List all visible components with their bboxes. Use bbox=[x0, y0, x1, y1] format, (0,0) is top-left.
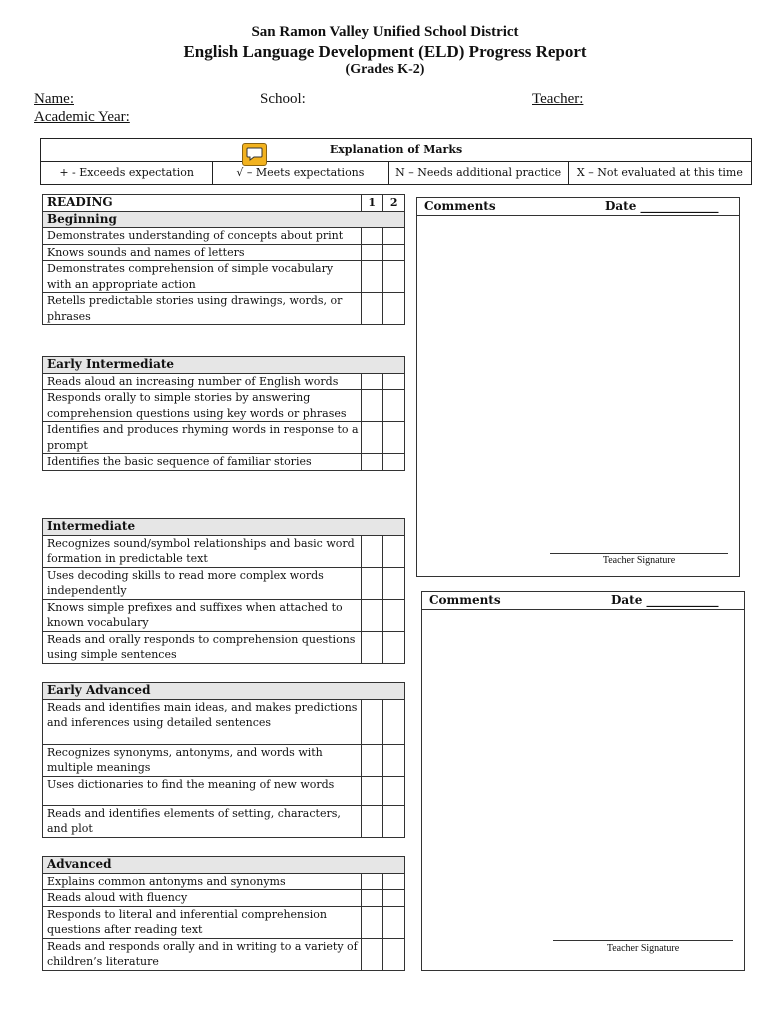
mark-cell-2[interactable] bbox=[383, 599, 405, 631]
skill-text: Reads and identifies elements of setting, characters, and plot bbox=[43, 805, 362, 837]
mark-cell-2[interactable] bbox=[383, 873, 405, 890]
skill-text: Knows sounds and names of letters bbox=[43, 244, 362, 261]
mark-cell-1[interactable] bbox=[361, 373, 383, 390]
report-title: English Language Development (ELD) Progress Report bbox=[183, 42, 587, 61]
section-title: Advanced bbox=[43, 857, 405, 874]
table-row bbox=[43, 261, 405, 293]
mark-needs-practice: N – Needs additional practice bbox=[389, 162, 569, 184]
table-row bbox=[43, 535, 405, 567]
district-title: San Ramon Valley Unified School District bbox=[251, 24, 519, 40]
skill-text: Demonstrates understanding of concepts about print bbox=[43, 228, 362, 245]
skill-text: Demonstrates comprehension of simple vocabulary with an appropriate action bbox=[43, 261, 362, 293]
mark-cell-1[interactable] bbox=[361, 699, 383, 744]
table-row bbox=[43, 890, 405, 907]
mark-cell-1[interactable] bbox=[361, 890, 383, 907]
skill-text: Explains common antonyms and synonyms bbox=[43, 873, 362, 890]
skill-text: Reads and responds orally and in writing to a variety of children’s literature bbox=[43, 938, 362, 970]
mark-cell-2[interactable] bbox=[383, 938, 405, 970]
reading-intermediate-table bbox=[42, 518, 405, 664]
table-row bbox=[43, 244, 405, 261]
mark-cell-1[interactable] bbox=[361, 873, 383, 890]
reading-advanced-table bbox=[42, 856, 405, 971]
marks-title: Explanation of Marks bbox=[41, 139, 751, 162]
section-title: Early Intermediate bbox=[43, 357, 405, 374]
mark-exceeds: + - Exceeds expectation bbox=[41, 162, 213, 184]
mark-cell-2[interactable] bbox=[383, 906, 405, 938]
comments-label: Comments bbox=[429, 593, 501, 607]
mark-cell-1[interactable] bbox=[361, 244, 383, 261]
comments-box-2[interactable] bbox=[421, 591, 745, 971]
table-row bbox=[43, 776, 405, 805]
table-row bbox=[43, 373, 405, 390]
skill-text: Reads aloud an increasing number of English words bbox=[43, 373, 362, 390]
mark-meets: √ – Meets expectations bbox=[213, 162, 388, 184]
mark-cell-2[interactable] bbox=[383, 373, 405, 390]
mark-cell-2[interactable] bbox=[383, 422, 405, 454]
skill-text: Recognizes sound/symbol relationships and basic word formation in predictable text bbox=[43, 535, 362, 567]
mark-cell-2[interactable] bbox=[383, 805, 405, 837]
section-title: Early Advanced bbox=[43, 683, 405, 700]
mark-cell-2[interactable] bbox=[383, 776, 405, 805]
mark-cell-2[interactable] bbox=[383, 631, 405, 663]
skill-text: Reads aloud with fluency bbox=[43, 890, 362, 907]
table-row bbox=[43, 567, 405, 599]
comment-icon[interactable] bbox=[242, 143, 267, 166]
mark-cell-2[interactable] bbox=[383, 699, 405, 744]
grades-subtitle: (Grades K-2) bbox=[345, 62, 425, 77]
col-2-header: 2 bbox=[383, 195, 405, 212]
teacher-signature-label: Teacher Signature bbox=[602, 555, 676, 566]
reading-title: READING bbox=[43, 195, 362, 212]
skill-text: Responds orally to simple stories by answering comprehension questions using key words or phrases bbox=[43, 390, 362, 422]
table-row bbox=[43, 390, 405, 422]
skill-text: Uses decoding skills to read more complex words independently bbox=[43, 567, 362, 599]
reading-beginning-table bbox=[42, 194, 405, 325]
table-row bbox=[43, 699, 405, 744]
mark-cell-2[interactable] bbox=[383, 567, 405, 599]
mark-cell-1[interactable] bbox=[361, 422, 383, 454]
table-row bbox=[43, 873, 405, 890]
mark-cell-2[interactable] bbox=[383, 744, 405, 776]
reading-early-intermediate-table bbox=[42, 356, 405, 471]
section-title: Intermediate bbox=[43, 519, 405, 536]
table-row bbox=[43, 631, 405, 663]
skill-text: Identifies and produces rhyming words in response to a prompt bbox=[43, 422, 362, 454]
skill-text: Knows simple prefixes and suffixes when attached to known vocabulary bbox=[43, 599, 362, 631]
skill-text: Uses dictionaries to find the meaning of new words bbox=[43, 776, 362, 805]
mark-cell-2[interactable] bbox=[383, 228, 405, 245]
name-label: Name: bbox=[34, 91, 74, 107]
table-row bbox=[43, 422, 405, 454]
table-row bbox=[43, 744, 405, 776]
mark-cell-1[interactable] bbox=[361, 631, 383, 663]
skill-text: Identifies the basic sequence of familiar stories bbox=[43, 454, 362, 471]
marks-legend bbox=[40, 138, 752, 185]
skill-text: Retells predictable stories using drawings, words, or phrases bbox=[43, 293, 362, 325]
table-row bbox=[43, 906, 405, 938]
mark-cell-1[interactable] bbox=[361, 805, 383, 837]
mark-cell-2[interactable] bbox=[383, 261, 405, 293]
col-1-header: 1 bbox=[361, 195, 383, 212]
skill-text: Reads and identifies main ideas, and makes predictions and inferences using detailed sentences bbox=[43, 699, 362, 744]
mark-cell-1[interactable] bbox=[361, 535, 383, 567]
mark-cell-1[interactable] bbox=[361, 599, 383, 631]
mark-cell-2[interactable] bbox=[383, 293, 405, 325]
academic-year-label: Academic Year: bbox=[34, 109, 130, 125]
mark-cell-1[interactable] bbox=[361, 261, 383, 293]
table-row bbox=[43, 805, 405, 837]
reading-early-advanced-table bbox=[42, 682, 405, 838]
mark-cell-2[interactable] bbox=[383, 535, 405, 567]
mark-cell-1[interactable] bbox=[361, 228, 383, 245]
table-row bbox=[43, 938, 405, 970]
date-label: Date ____________ bbox=[611, 593, 719, 607]
mark-cell-1[interactable] bbox=[361, 776, 383, 805]
mark-cell-2[interactable] bbox=[383, 890, 405, 907]
section-title: Beginning bbox=[43, 211, 405, 228]
table-row bbox=[43, 228, 405, 245]
skill-text: Responds to literal and inferential comprehension questions after reading text bbox=[43, 906, 362, 938]
date-label: Date _____________ bbox=[605, 199, 719, 213]
teacher-signature-label: Teacher Signature bbox=[606, 943, 680, 954]
table-row bbox=[43, 599, 405, 631]
signature-line[interactable] bbox=[553, 940, 733, 941]
mark-cell-2[interactable] bbox=[383, 244, 405, 261]
mark-cell-1[interactable] bbox=[361, 454, 383, 471]
skill-text: Recognizes synonyms, antonyms, and words with multiple meanings bbox=[43, 744, 362, 776]
mark-cell-1[interactable] bbox=[361, 567, 383, 599]
teacher-label: Teacher: bbox=[532, 91, 584, 107]
mark-cell-1[interactable] bbox=[361, 293, 383, 325]
mark-cell-2[interactable] bbox=[383, 454, 405, 471]
mark-cell-1[interactable] bbox=[361, 906, 383, 938]
table-row bbox=[43, 293, 405, 325]
comments-box-1[interactable] bbox=[416, 197, 740, 577]
comments-label: Comments bbox=[424, 199, 496, 213]
skill-text: Reads and orally responds to comprehension questions using simple sentences bbox=[43, 631, 362, 663]
mark-cell-1[interactable] bbox=[361, 744, 383, 776]
signature-line[interactable] bbox=[550, 553, 728, 554]
mark-cell-1[interactable] bbox=[361, 390, 383, 422]
table-row bbox=[43, 454, 405, 471]
mark-cell-1[interactable] bbox=[361, 938, 383, 970]
mark-cell-2[interactable] bbox=[383, 390, 405, 422]
school-label: School: bbox=[260, 91, 306, 107]
mark-not-evaluated: X – Not evaluated at this time bbox=[576, 166, 743, 179]
